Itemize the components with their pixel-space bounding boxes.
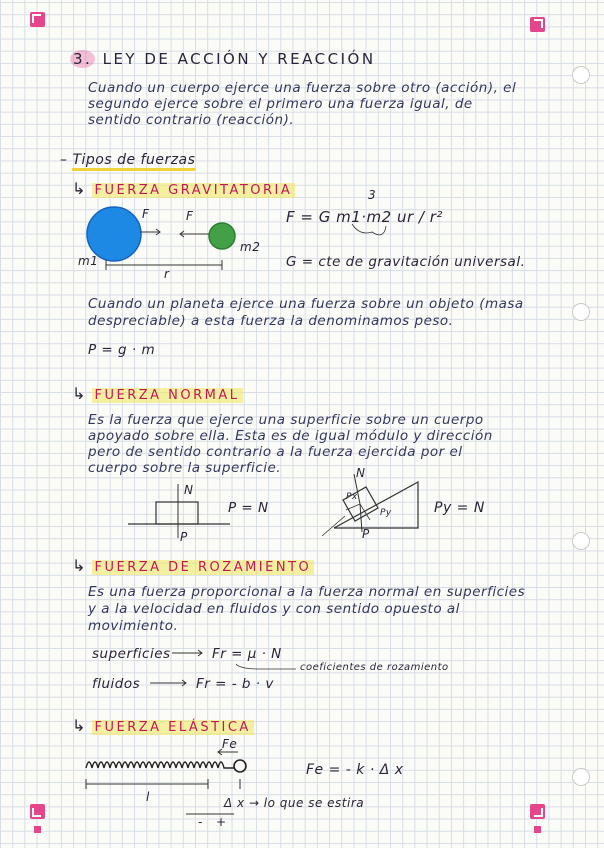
normal-text-4: cuerpo sobre la superficie.: [88, 460, 282, 476]
gravity-text-1: Cuando un planeta ejerce una fuerza sobre un objeto (masa: [88, 296, 524, 312]
label-px: Px: [346, 492, 358, 502]
intro-line-2: segundo ejerce sobre el primero una fuerza igual, de: [88, 96, 473, 112]
label-force-2: F: [186, 209, 194, 223]
gravity-formula: F = G m1·m2 ur / r²: [286, 208, 443, 226]
elastic-heading: ↳ FUERZA ELÁSTICA: [72, 716, 254, 735]
surfaces-label: superficies: [92, 646, 171, 662]
fluids-label: fluidos: [92, 676, 141, 692]
friction-text-2: y a la velocidad en fluidos y con sentido opuesto al: [88, 601, 460, 617]
fluids-formula: Fr = - b · v: [196, 676, 274, 692]
sign-minus: -: [198, 815, 203, 829]
normal-text-1: Es la fuerza que ejerce una superficie sobre un cuerpo: [88, 412, 484, 428]
spring-end: [234, 760, 246, 772]
delta-note: Δ x → lo que se estira: [224, 796, 365, 810]
gravity-constant: G = cte de gravitación universal.: [286, 254, 526, 270]
normal-text-2: apoyado sobre ella. Esta es de igual módulo y dirección: [88, 428, 493, 444]
surfaces-formula: Fr = μ · N: [212, 646, 282, 662]
label-weight-1: P: [180, 530, 188, 544]
friction-heading: ↳ FUERZA DE ROZAMIENTO: [72, 556, 314, 575]
elastic-formula: Fe = - k · Δ x: [306, 762, 404, 778]
normal-eq-2: Py = N: [434, 500, 485, 516]
normal-text-3: pero de sentido contrario a la fuerza ejercida por el: [88, 444, 463, 460]
section-title: 3. LEY DE ACCIÓN Y REACCIÓN: [70, 50, 376, 68]
label-py: Py: [380, 508, 392, 518]
sign-plus: +: [216, 815, 227, 829]
label-m1: m1: [78, 254, 99, 268]
coef-note: coeficientes de rozamiento: [300, 662, 449, 673]
spring: [86, 762, 234, 768]
gravity-formula-mark: 3: [368, 188, 377, 202]
label-l: l: [146, 790, 150, 804]
gravity-text-2: despreciable) a esta fuerza la denominamos peso.: [88, 313, 454, 329]
label-r: r: [164, 267, 170, 281]
intro-line-3: sentido contrario (reacción).: [88, 112, 295, 128]
label-fe: Fe: [222, 737, 238, 751]
normal-arrow-2: [354, 474, 360, 504]
label-weight-2: P: [362, 527, 370, 541]
px-arrow: [346, 504, 360, 510]
types-heading: – Tipos de fuerzas: [60, 152, 195, 168]
mass-m1-circle: [87, 207, 141, 261]
intro-line-1: Cuando un cuerpo ejerce una fuerza sobre otro (acción), el: [88, 80, 517, 96]
label-m2: m2: [240, 240, 261, 254]
label-normal-2: N: [356, 466, 366, 480]
gravity-heading: ↳ FUERZA GRAVITATORIA: [72, 179, 295, 198]
label-force-1: F: [142, 207, 150, 221]
label-normal-1: N: [184, 483, 194, 497]
block-flat: [156, 502, 198, 524]
normal-eq-1: P = N: [228, 500, 269, 516]
mass-m2-circle: [209, 223, 235, 249]
friction-text-1: Es una fuerza proporcional a la fuerza normal en superficies: [88, 584, 526, 600]
friction-text-3: movimiento.: [88, 618, 179, 634]
normal-heading: ↳ FUERZA NORMAL: [72, 384, 243, 403]
weight-formula: P = g · m: [88, 342, 156, 358]
